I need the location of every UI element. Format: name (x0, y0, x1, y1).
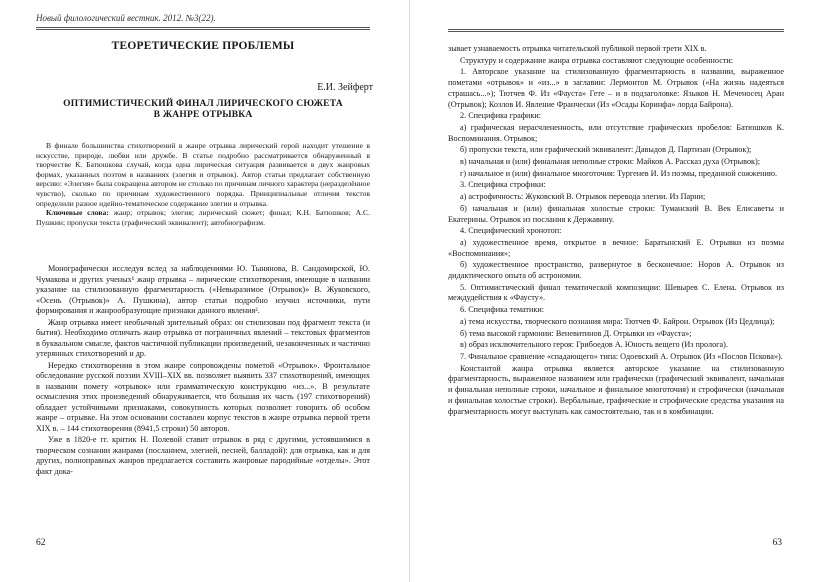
paragraph: Жанр отрывка имеет необычный зрительный образ: он стилизован под фрагмент текста (и бытия). Необходимо отличать жанр отрывка от пограничных явлений – текстовых фрагментов в буквальном смысле, фактов частичной публикации произведений, незаконченных и частично утерянных стихотворений и др. (36, 317, 370, 358)
paragraph: 6. Специфика тематики: (460, 305, 545, 315)
header-rule-right-secondary (448, 31, 784, 32)
page-number-left: 62 (36, 538, 46, 548)
article-title-line1: ОПТИМИСТИЧЕСКИЙ ФИНАЛ ЛИРИЧЕСКОГО СЮЖЕТА (63, 99, 343, 109)
paragraph: а) тема искусства, творческого познания мира: Тютчев Ф. Байрон. Отрывок (Из Цедлица); (460, 316, 775, 326)
paragraph: 3. Специфика строфики: (460, 180, 546, 190)
author: Е.И. Зейферт (317, 82, 373, 93)
paragraph: а) графическая нерасчлененность, или отсутствие графических пробелов: Батюшков К. Воспоминания. Отрывок; (448, 122, 784, 143)
keywords-text: жанр; отрывок; элегия; лирический сюжет; финал; К.Н. Батюшков; А.С. Пушкин; пропуски текста (графический эквивалент); автобиографизм. (36, 208, 370, 227)
article-title (36, 99, 370, 121)
header-rule-secondary (36, 29, 370, 30)
paragraph: а) астрофичность: Жуковский В. Отрывок перевода элегии. Из Парни; (460, 192, 706, 202)
paragraph: а) художественное время, открытое в вечное: Баратынский Е. Отрывки из поэмы «Воспоминания»; (448, 237, 784, 258)
paragraph: б) пропуски текста, или графический эквивалент: Давыдов Д. Партизан (Отрывок); (460, 145, 752, 155)
paragraph: б) художественное пространство, развернутое в бесконечное: Норов А. Отрывок из дидактического опыта об астрономии. (448, 260, 784, 281)
paragraph: Структуру и содержание жанра отрывка составляют следующие особенности: (460, 55, 734, 65)
section-title: ТЕОРЕТИЧЕСКИЕ ПРОБЛЕМЫ (111, 40, 295, 52)
paragraph: Нередко стихотворения в этом жанре сопровождены пометой «Отрывок». Фронтальное обследование русской поэзии XVIII–XIX вв. позволяет выявить 337 стихотворений, имеющих в названии помету «отрывок» или грамматическую конструкцию «из...». В результате осмысления этих произведений обнаруживается, что большая их часть (197 стихотворений) обладает устойчивыми признаками, совокупность которых позволяет говорить об особом жанре – отрывке. На этом основании составлен корпус текстов в жанре отрывка первой трети XIX в. – 144 стихотворения (8941,5 строки) 50 авторов. (36, 360, 370, 433)
article-title-line2: В ЖАНРЕ ОТРЫВКА (153, 110, 253, 120)
paragraph: Константой жанра отрывка является авторское указание на стилизованную фрагментарность, выраженное названием или графически (графический эквивалент, начальная и финальная неполные строки, начальное и финальное многоточия) и строфически (начальная и финальная холостые строки). Вербальные, графические и строфические средства указания на фрагментарность могут выступать как самостоятельно, так и в комбинации. (448, 363, 784, 416)
paragraph: 4. Специфический хронотоп: (460, 226, 562, 236)
left-body-text (36, 264, 370, 478)
page-number-right: 63 (772, 538, 782, 548)
paragraph: б) начальная и (или) финальная холостые строки: Туманский В. Век Елисаветы и Екатерины. Отрывок из послания к Державину. (448, 203, 784, 224)
paragraph: 7. Финальное сравнение «спадающего» типа: Одоевский А. Отрывок (Из «Послов Пскова»). (460, 351, 783, 361)
running-head: Новый филологический вестник. 2012. №3(22). (36, 13, 216, 23)
left-page (0, 0, 409, 582)
paragraph: г) начальное и (или) финальное многоточия: Тургенев И. Из поэмы, преданной сожжению. (460, 168, 778, 178)
paragraph: Монографически исследуя вслед за наблюдениями Ю. Тынянова, В. Сандомирской, Ю. Чумакова и других ученых¹ жанр отрывка – лирические стихотворения, имеющие в названии указание на стилизованную фрагментарность («Невыразимое (Отрывок)» В. Жуковского, «Осень (Отрывок)» А. Пушкина), автор статьи подробно изучил источники, пути формирования и жанрообразующие признаки данного явления². (36, 264, 370, 315)
paragraph: в) образ исключительного героя: Грибоедов А. Юность вещего (Из пролога). (460, 340, 728, 350)
paragraph: б) тема высокой гармонии: Веневитинов Д. Отрывки из «Фауста»; (460, 328, 692, 338)
abstract (36, 141, 370, 227)
right-body-text (448, 44, 784, 418)
paragraph: в) начальная и (или) финальная неполные строки: Майков А. Рассказ духа (Отрывок); (460, 157, 761, 167)
keywords-label: Ключевые слова: (46, 208, 109, 218)
paragraph: 2. Специфика графики: (460, 111, 542, 121)
paragraph: 5. Оптимистический финал тематической композиции: Шевырев С. Елена. Отрывок из междудействия к «Фаусту». (448, 282, 784, 303)
paragraph: Уже в 1820-е гг. критик Н. Полевой ставит отрывок в ряд с другими, устоявшимися в творческом сознании жанрами (посланием, элегией, песней, балладой): для отрывка, как и для других, полноправных жанров предлагается составить жанровые пародийные «отделы». Этот факт дока- (36, 435, 370, 476)
paragraph: 1. Авторское указание на стилизованную фрагментарность в названии, выраженное пометами «отрывок» и «из...» в заглавии: Лермонтов М. Отрывок («На жизнь надеяться страшась...»); Тютчев Ф. Из «Фауста» Гете – и в подзаголовке: Языков Н. Меченосец Аран (Отрывок); Козлов И. Явление Франчески (Из «Осады Коринфа» лорда Байрона). (448, 67, 784, 109)
keywords (36, 208, 370, 227)
abstract-text: В финале большинства стихотворений в жанре отрывка лирический герой находит утешение в искусстве, природе, любви или дружбе. В статье подробно рассматривается обнаруженный в творчестве К. Батюшкова случай, когда одна лирическая ситуация развивается в двух жанровых формах, указанных поэтом в названиях (элегия и отрывок). Автор статьи предлагает собственную версию: «Элегия» была сокращена автором не столько по причинам личного характера (неразделённое чувство), сколько по причинам художественного порядка. Принципиальные отличия текстов определили разное идейно-тематическое содержание элегии и отрывка. (36, 141, 370, 208)
paragraph: зывает узнаваемость отрывка читательской публикой первой трети XIX в. (448, 44, 707, 53)
header-rule (36, 27, 370, 28)
right-page (410, 0, 820, 582)
header-rule-right (448, 29, 784, 30)
